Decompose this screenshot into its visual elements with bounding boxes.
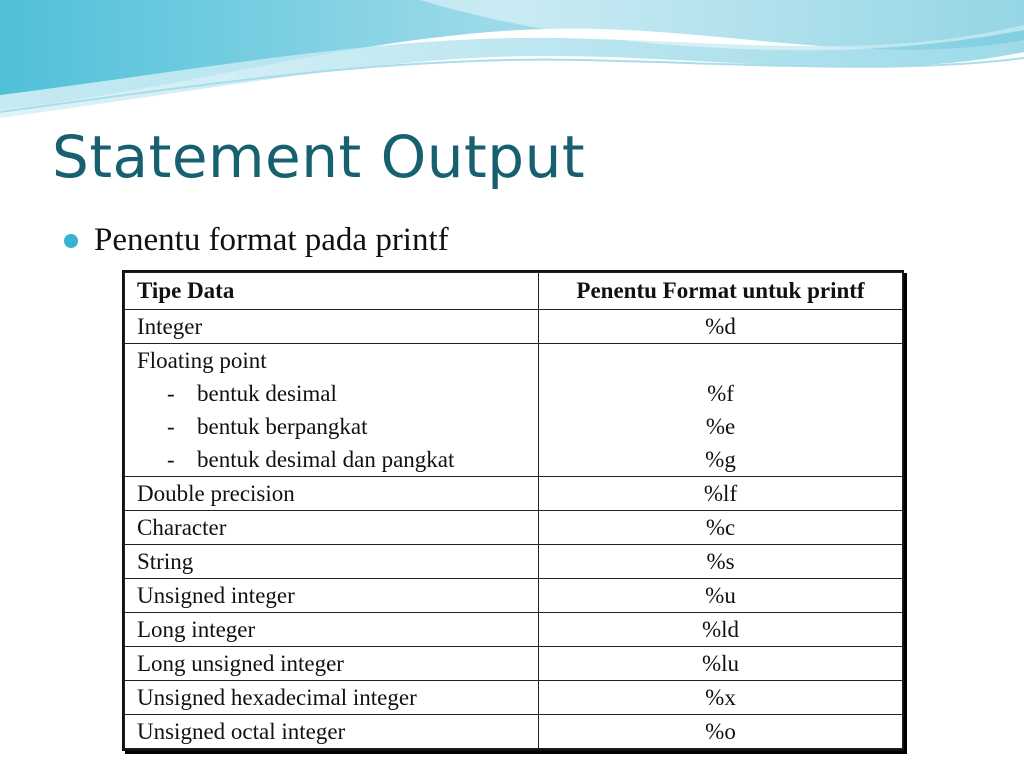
table-row [125,681,903,715]
table-row [125,310,903,344]
table-row [125,511,903,545]
row-label: Long unsigned integer [125,647,539,681]
table-row [125,647,903,681]
bullet-text: Penentu format pada printf [94,222,449,258]
bullet-dot-icon [64,234,78,248]
row-format: %ld [539,613,903,647]
row-format: %lu [539,647,903,681]
row-label: String [125,545,539,579]
header-data-type: Tipe Data [125,273,539,310]
format-specifier-table [122,270,904,751]
row-format: %c [539,511,903,545]
row-label [125,344,539,477]
row-label: Unsigned integer [125,579,539,613]
row-label: Unsigned octal integer [125,715,539,749]
row-format: %u [539,579,903,613]
sub-item-format: %f [707,381,734,406]
row-label: Unsigned hexadecimal integer [125,681,539,715]
row-label: Double precision [125,477,539,511]
sub-item-label: bentuk desimal dan pangkat [197,447,455,472]
row-format: %lf [539,477,903,511]
row-format: %o [539,715,903,749]
table-header-row [125,273,903,310]
dash: - [167,447,175,472]
header-format-specifier: Penentu Format untuk printf [539,273,903,310]
row-label: Character [125,511,539,545]
table-row [125,579,903,613]
sub-item [137,377,526,410]
sub-item-label: bentuk berpangkat [197,414,368,439]
dash: - [167,414,175,439]
floating-point-label: Floating point [137,348,267,373]
row-format [539,344,903,477]
row-format: %s [539,545,903,579]
sub-item [137,443,526,476]
sub-item-format: %e [705,414,736,439]
table-row-floating-point [125,344,903,477]
row-format: %x [539,681,903,715]
slide-title: Statement Output [52,123,586,191]
table-row [125,477,903,511]
table-row [125,715,903,749]
dash: - [167,381,175,406]
row-label: Integer [125,310,539,344]
table-row [125,613,903,647]
table-row [125,545,903,579]
sub-item-format: %g [705,447,736,472]
header-wave-decoration [0,0,1024,130]
row-label: Long integer [125,613,539,647]
row-format: %d [539,310,903,344]
sub-item-label: bentuk desimal [197,381,337,406]
bullet-item [64,224,449,257]
sub-item [137,410,526,443]
